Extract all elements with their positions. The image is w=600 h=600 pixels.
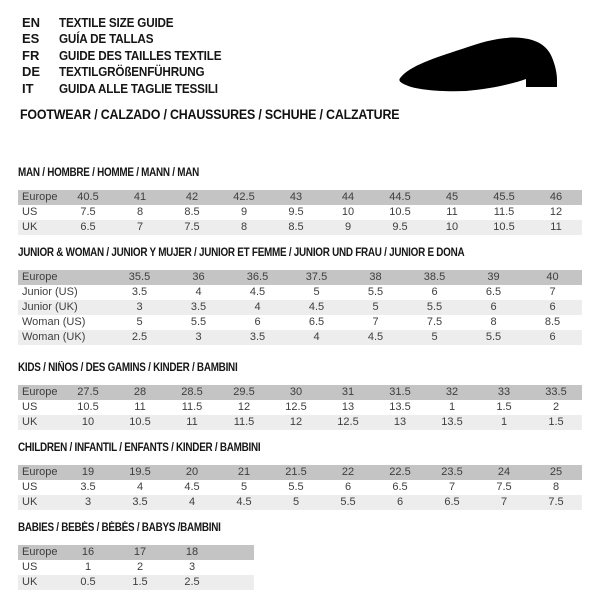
table-row: [18, 465, 582, 480]
table-row: [18, 190, 582, 205]
size-cell: 12: [237, 401, 251, 413]
size-cell: 2: [136, 561, 144, 573]
size-cell: 11: [134, 401, 146, 413]
size-cell: 4: [195, 286, 202, 298]
language-row: [22, 14, 239, 31]
size-cell: 40: [546, 271, 559, 283]
size-table-man: [18, 190, 582, 235]
size-cell: 32: [445, 386, 459, 398]
size-cell: 44: [341, 191, 355, 203]
size-cell: 36.5: [246, 271, 269, 283]
size-cell: 3: [195, 331, 202, 343]
language-code: ES: [22, 31, 40, 47]
size-cell: 19.5: [129, 466, 151, 478]
size-cell: 38.5: [423, 271, 446, 283]
size-cell: 25: [549, 466, 563, 478]
size-cell: 6: [549, 331, 556, 343]
size-cell: 22: [341, 466, 355, 478]
size-cell: 5: [372, 301, 379, 313]
size-cell: 5: [431, 331, 438, 343]
size-cell: 11: [186, 416, 198, 428]
size-cell: 20: [185, 466, 199, 478]
row-label: US: [22, 481, 38, 493]
language-code: DE: [22, 64, 41, 80]
size-cell: 42.5: [233, 191, 255, 203]
size-cell: 6.5: [392, 481, 408, 493]
size-cell: 2.5: [131, 331, 148, 343]
size-cell: 39: [487, 271, 500, 283]
row-label: US: [22, 401, 38, 413]
table-row: [18, 300, 582, 315]
size-cell: 18: [185, 546, 199, 558]
section-children: [18, 442, 582, 510]
size-cell: 16: [81, 546, 95, 558]
size-cell: 45.5: [493, 191, 515, 203]
row-label: Europe: [22, 386, 58, 398]
table-row: [18, 545, 254, 560]
size-cell: 13.5: [389, 401, 411, 413]
size-cell: 10.5: [77, 401, 99, 413]
size-cell: 8: [552, 481, 560, 493]
size-cell: 6.5: [485, 286, 502, 298]
size-cell: 11: [446, 206, 458, 218]
size-cell: 3.5: [190, 301, 207, 313]
size-cell: 1.5: [132, 576, 148, 588]
language-title: GUIDA ALLE TAGLIE TESSILI: [59, 80, 218, 96]
size-cell: 6: [396, 496, 404, 508]
table-row: [18, 575, 254, 590]
size-cell: 12: [549, 206, 563, 218]
size-cell: 41: [133, 191, 147, 203]
size-cell: 7: [372, 316, 379, 328]
size-cell: 9.5: [288, 206, 304, 218]
size-cell: 4.5: [184, 481, 200, 493]
table-row: [18, 285, 582, 300]
size-cell: 4.5: [236, 496, 252, 508]
size-cell: 27.5: [77, 386, 99, 398]
table-row: [18, 270, 582, 285]
table-row: [18, 400, 582, 415]
size-cell: 7.5: [426, 316, 443, 328]
table-row: [18, 205, 582, 220]
size-cell: 3.5: [249, 331, 266, 343]
size-cell: 22.5: [389, 466, 411, 478]
row-label: UK: [22, 221, 38, 233]
size-cell: 8.5: [184, 206, 200, 218]
table-row: [18, 495, 582, 510]
section-title: BABIES / BEBÉS / BÉBÉS / BABYS /BAMBINI: [18, 522, 221, 534]
size-cell: 33.5: [545, 386, 567, 398]
size-cell: 6: [344, 481, 352, 493]
size-cell: 6.5: [80, 221, 96, 233]
language-row: [22, 64, 239, 81]
section-title: JUNIOR & WOMAN / JUNIOR Y MUJER / JUNIOR ET FEMME / JUNIOR UND FRAU / JUNIOR E DONA: [18, 247, 465, 259]
size-cell: 12.5: [337, 416, 359, 428]
table-row: [18, 315, 582, 330]
size-cell: 23.5: [441, 466, 463, 478]
size-cell: 43: [289, 191, 303, 203]
size-cell: 4.5: [308, 301, 325, 313]
size-cell: 8: [136, 206, 144, 218]
size-cell: 7: [549, 286, 556, 298]
table-row: [18, 415, 582, 430]
size-cell: 3.5: [132, 496, 148, 508]
size-table-junior-woman: [18, 270, 582, 345]
row-label: UK: [22, 416, 38, 428]
language-code: FR: [22, 47, 40, 63]
size-table-children: [18, 465, 582, 510]
size-cell: 44.5: [389, 191, 411, 203]
language-title: GUÍA DE TALLAS: [59, 31, 154, 47]
section-junior-woman: [18, 247, 582, 345]
row-label: US: [22, 561, 38, 573]
size-cell: 46: [549, 191, 563, 203]
row-label: Junior (UK): [22, 301, 78, 313]
size-cell: 33: [497, 386, 511, 398]
size-cell: 2.5: [184, 576, 200, 588]
table-row: [18, 220, 582, 235]
size-cell: 6: [549, 301, 556, 313]
size-cell: 30: [289, 386, 303, 398]
size-cell: 6: [254, 316, 261, 328]
size-cell: 7: [500, 496, 508, 508]
size-cell: 11.5: [233, 416, 255, 428]
size-cell: 35.5: [128, 271, 151, 283]
size-cell: 4: [254, 301, 261, 313]
size-cell: 1: [84, 561, 92, 573]
size-cell: 19: [81, 466, 95, 478]
row-label: Europe: [22, 546, 58, 558]
size-cell: 28.5: [181, 386, 203, 398]
size-cell: 8: [240, 221, 248, 233]
size-cell: 3: [188, 561, 196, 573]
language-title: GUIDE DES TAILLES TEXTILE: [59, 47, 222, 63]
size-cell: 3: [136, 301, 143, 313]
row-label: Woman (US): [22, 316, 86, 328]
size-cell: 1.5: [496, 401, 512, 413]
row-label: US: [22, 206, 38, 218]
row-label: Europe: [22, 271, 58, 283]
size-cell: 4.5: [249, 286, 266, 298]
size-table-babies: [18, 545, 254, 590]
size-cell: 12.5: [285, 401, 307, 413]
language-row: [22, 47, 239, 64]
size-cell: 5: [292, 496, 300, 508]
section-title: KIDS / NIÑOS / DES GAMINS / KINDER / BAMBINI: [18, 362, 238, 374]
size-cell: 24: [497, 466, 511, 478]
section-babies: [18, 522, 254, 590]
language-row: [22, 31, 239, 48]
table-row: [18, 480, 582, 495]
size-cell: 13: [341, 401, 355, 413]
size-cell: 5: [240, 481, 248, 493]
size-cell: 7: [136, 221, 144, 233]
size-cell: 10.5: [493, 221, 515, 233]
row-label: Europe: [22, 191, 58, 203]
size-cell: 45: [445, 191, 459, 203]
size-cell: 9: [240, 206, 248, 218]
size-cell: 28: [133, 386, 147, 398]
size-cell: 7.5: [184, 221, 200, 233]
size-cell: 4: [313, 331, 320, 343]
size-cell: 6: [431, 286, 438, 298]
size-cell: 6.5: [308, 316, 325, 328]
table-row: [18, 385, 582, 400]
size-cell: 5: [136, 316, 143, 328]
size-cell: 5: [313, 286, 320, 298]
size-cell: 11.5: [181, 401, 203, 413]
size-cell: 10.5: [129, 416, 151, 428]
size-cell: 29.5: [233, 386, 255, 398]
size-cell: 1: [448, 401, 456, 413]
section-title: MAN / HOMBRE / HOMME / MANN / MAN: [18, 167, 200, 179]
size-cell: 4: [188, 496, 196, 508]
size-cell: 7: [448, 481, 456, 493]
size-table-kids: [18, 385, 582, 430]
category-line: FOOTWEAR / CALZADO / CHAUSSURES / SCHUHE / CALZATURE: [20, 107, 400, 122]
section-title: CHILDREN / INFANTIL / ENFANTS / KINDER / BAMBINI: [18, 442, 261, 454]
table-row: [18, 330, 582, 345]
size-cell: 21: [237, 466, 251, 478]
size-cell: 9.5: [392, 221, 408, 233]
size-cell: 10: [81, 416, 95, 428]
size-cell: 6.5: [444, 496, 460, 508]
shoe-icon: [398, 33, 570, 95]
language-title: TEXTILGRÖßENFÜHRUNG: [59, 64, 205, 80]
size-cell: 3.5: [80, 481, 96, 493]
language-title: TEXTILE SIZE GUIDE: [59, 14, 174, 30]
language-row: [22, 80, 239, 97]
size-cell: 13: [393, 416, 407, 428]
size-cell: 21.5: [285, 466, 307, 478]
size-cell: 7.5: [496, 481, 512, 493]
size-cell: 1.5: [548, 416, 564, 428]
size-cell: 12: [289, 416, 303, 428]
size-cell: 2: [552, 401, 560, 413]
language-code: EN: [22, 14, 41, 30]
size-cell: 0.5: [80, 576, 96, 588]
size-cell: 11: [550, 221, 562, 233]
table-row: [18, 560, 254, 575]
size-cell: 10: [445, 221, 459, 233]
size-cell: 4: [136, 481, 144, 493]
size-cell: 3.5: [131, 286, 148, 298]
size-cell: 5.5: [367, 286, 384, 298]
size-cell: 31: [341, 386, 355, 398]
row-label: Woman (UK): [22, 331, 86, 343]
size-cell: 10: [341, 206, 355, 218]
size-cell: 5.5: [340, 496, 356, 508]
size-cell: 38: [369, 271, 382, 283]
size-cell: 36: [192, 271, 205, 283]
size-cell: 8: [490, 316, 497, 328]
size-cell: 11.5: [493, 206, 515, 218]
size-cell: 5.5: [426, 301, 443, 313]
row-label: UK: [22, 576, 38, 588]
size-cell: 13.5: [441, 416, 463, 428]
size-cell: 7.5: [548, 496, 564, 508]
language-code: IT: [22, 80, 34, 96]
size-cell: 7.5: [80, 206, 96, 218]
size-cell: 17: [133, 546, 147, 558]
size-cell: 42: [185, 191, 199, 203]
size-cell: 3: [84, 496, 92, 508]
size-cell: 40.5: [77, 191, 99, 203]
size-cell: 37.5: [305, 271, 328, 283]
size-cell: 10.5: [389, 206, 411, 218]
size-cell: 5.5: [190, 316, 207, 328]
size-cell: 1: [500, 416, 508, 428]
row-label: Europe: [22, 466, 58, 478]
row-label: Junior (US): [22, 286, 78, 298]
row-label: UK: [22, 496, 38, 508]
size-cell: 5.5: [288, 481, 304, 493]
size-cell: 6: [490, 301, 497, 313]
size-cell: 8.5: [288, 221, 304, 233]
size-cell: 9: [344, 221, 352, 233]
size-cell: 8.5: [544, 316, 561, 328]
section-kids: [18, 362, 582, 430]
size-cell: 5.5: [485, 331, 502, 343]
size-cell: 4.5: [367, 331, 384, 343]
size-cell: 31.5: [389, 386, 411, 398]
language-title-list: [22, 14, 239, 97]
section-man: [18, 167, 582, 235]
